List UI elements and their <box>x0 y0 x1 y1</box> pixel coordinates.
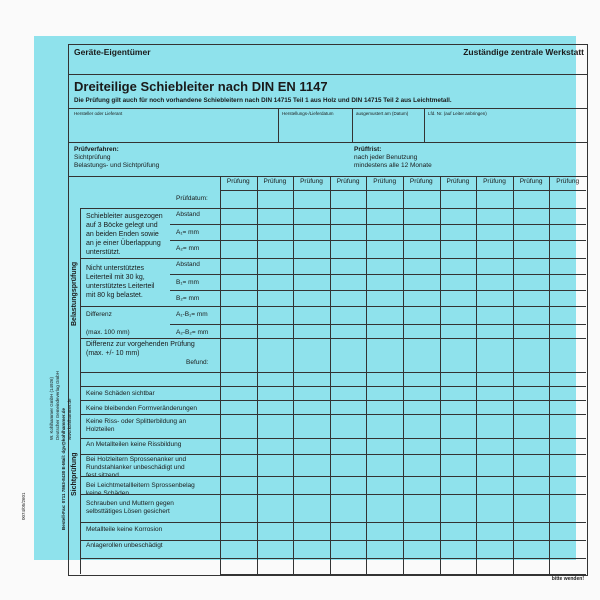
procedure-load: Belastungs- und Sichtprüfung <box>74 162 160 169</box>
publisher-contact: Bestell-Fax: 0711 7863-8430 E-Mail: dgv@kohlhammer.de <box>61 408 66 530</box>
visual-row-line <box>80 400 220 401</box>
b1-label: B₁= mm <box>176 279 199 286</box>
workshop-label: Zuständige zentrale Werkstatt <box>463 47 584 57</box>
distance-label-1: Abstand <box>176 211 200 218</box>
column-header: Prüfung <box>519 178 543 185</box>
form-title: Dreiteilige Schiebleiter nach DIN EN 1147 <box>74 79 328 94</box>
grid-column-line <box>330 176 331 574</box>
a2-label: A₂= mm <box>176 245 200 252</box>
publisher-name: W. Kohlhammer GmbH (14926) <box>49 376 54 440</box>
inspection-grid[interactable] <box>220 176 586 574</box>
column-header: Prüfung <box>373 178 397 185</box>
visual-check-item: Keine Schäden sichtbar <box>86 390 155 397</box>
previous-difference-label: Differenz zur vorgehenden Prüfung (max. +/- 10 mm) <box>86 341 195 357</box>
procedure-label: Prüfverfahren: <box>74 146 119 153</box>
column-header: Prüfung <box>409 178 433 185</box>
grid-row-line <box>220 574 586 575</box>
visual-row-line <box>80 476 220 477</box>
turn-over-note: bitte wenden! <box>551 576 584 582</box>
column-header: Prüfung <box>263 178 287 185</box>
ab1-label: A₁-B₁= mm <box>176 311 208 318</box>
grid-column-line <box>366 176 367 574</box>
ab2-label: A₂-B₂= mm <box>176 329 209 336</box>
column-header: Prüfung <box>556 178 580 185</box>
grid-column-line <box>257 176 258 574</box>
visual-check-item: Keine bleibenden Formveränderungen <box>86 405 197 412</box>
publisher-website: www.kohlhammer.de <box>67 398 72 440</box>
visual-check-item: Metallteile keine Korrosion <box>86 526 163 533</box>
procedure-visual: Sichtprüfung <box>74 154 111 161</box>
max-100-label: (max. 100 mm) <box>86 329 130 336</box>
grid-column-line <box>513 176 514 574</box>
grid-column-line <box>476 176 477 574</box>
visual-row-line <box>80 558 220 559</box>
visual-section-title: Sichtprüfung <box>71 452 78 496</box>
owner-label: Geräte-Eigentümer <box>74 47 151 57</box>
interval-12-months: mindestens alle 12 Monate <box>354 162 432 169</box>
visual-row-line <box>80 386 220 387</box>
load-section-title: Belastungsprüfung <box>71 261 78 326</box>
grid-column-line <box>549 176 550 574</box>
form-subtitle: Die Prüfung gilt auch für noch vorhandene Schiebleitern nach DIN 14715 Teil 1 aus Holz und DIN 14715 Teil 2 aus Leichtmetall. <box>74 97 452 104</box>
inspection-card <box>34 36 584 582</box>
load-block-1: Schiebleiter ausgezogen auf 3 Böcke gelegt und an beiden Enden sowie an je einer Überlappung unterstützt. <box>86 213 163 256</box>
visual-check-item: Schrauben und Muttern gegen selbsttätiges Lösen gesichert <box>86 500 174 515</box>
serial-number-field[interactable]: Lfd. Nr. (auf Leiter anbringen) <box>428 111 487 116</box>
retired-date-field[interactable]: ausgemustert am (Datum) <box>356 111 409 116</box>
publisher-order-number: 0074/05/2601 <box>21 492 26 520</box>
grid-column-line <box>293 176 294 574</box>
distance-label-2: Abstand <box>176 261 200 268</box>
column-header: Prüfung <box>226 178 250 185</box>
visual-row-line <box>80 454 220 455</box>
publisher-name-2: Deutscher Gemeindeverlag GmbH <box>55 370 60 440</box>
visual-check-item: Keine Riss- oder Splitterbildung an Holzteilen <box>86 418 187 433</box>
interval-label: Prüffrist: <box>354 146 382 153</box>
column-header: Prüfung <box>446 178 470 185</box>
a1-label: A₁= mm <box>176 229 199 236</box>
interval-after-use: nach jeder Benutzung <box>354 154 418 161</box>
visual-row-line <box>80 438 220 439</box>
visual-check-item: Anlagerollen unbeschädigt <box>86 542 163 549</box>
b2-label: B₂= mm <box>176 295 200 302</box>
visual-row-line <box>80 540 220 541</box>
manufacturer-field[interactable]: Hersteller oder Lieferant <box>74 111 123 116</box>
visual-check-item: An Metallteilen keine Rissbildung <box>86 441 182 448</box>
grid-column-line <box>403 176 404 574</box>
visual-row-line <box>80 522 220 523</box>
visual-check-item: Bei Holzleitern Sprossenanker und Rundstahlanker unbeschädigt und <box>86 456 187 471</box>
column-header: Prüfung <box>336 178 360 185</box>
load-block-2: Nicht unterstütztes Leiterteil mit 30 kg, unterstütztes Leiterteil mit 80 kg belastet. <box>86 265 155 299</box>
column-header: Prüfung <box>300 178 323 185</box>
difference-label: Differenz <box>86 311 112 318</box>
visual-row-line <box>80 372 220 373</box>
visual-row-line <box>80 494 220 495</box>
column-header: Prüfung <box>483 178 506 185</box>
result-label: Befund: <box>186 359 209 366</box>
inspection-date-label: Prüfdatum: <box>176 195 208 202</box>
visual-check-item: Bei Leichtmetallleitern Sprossenbelag <box>86 482 195 489</box>
grid-column-line <box>440 176 441 574</box>
manufacture-date-field[interactable]: Herstellungs-/Lieferdatum <box>282 111 334 116</box>
visual-row-line <box>80 414 220 415</box>
